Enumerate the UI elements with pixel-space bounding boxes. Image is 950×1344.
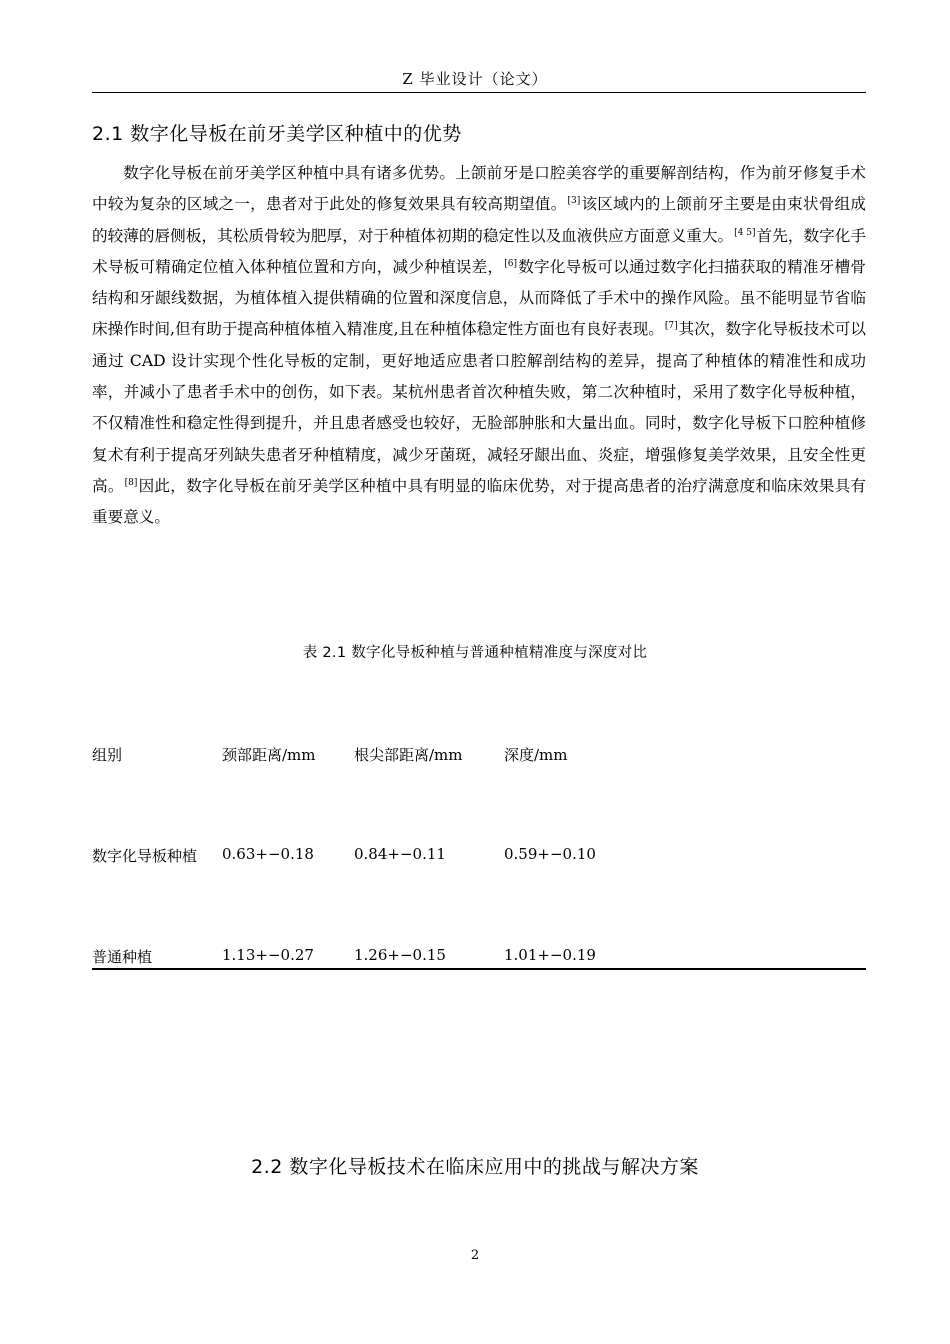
table-header-cell: 组别 [92,746,123,764]
citation-ref: [3] [567,196,581,207]
table-cell: 1.13+−0.27 [222,946,314,964]
citation-ref: [4 5] [734,227,756,238]
table-header-cell: 颈部距离/mm [222,746,316,764]
table-cell: 普通种植 [92,948,153,966]
table-cell: 0.59+−0.10 [504,845,596,863]
paragraph-text: 数字化导板可以通过数字化扫描获取的精准牙槽骨结构和牙龈线数据，为植体植入提供精确的位置和深度信息，从而降低了手术中的操作风险。虽不能明显节省临床操作时间,但有助于提高种植体植入精准度,且在种植体稳定性方面也有良好表现。 [92,257,866,339]
citation-ref: [6] [504,258,517,269]
header-divider [92,92,866,93]
page-number: 2 [470,1248,480,1263]
citation-ref: [8] [124,477,138,488]
paragraph-text: 其次，数字化导板技术可以通过 CAD 设计实现个性化导板的定制，更好地适应患者口腔解剖结构的差异，提高了种植体的精准性和成功率，并减小了患者手术中的创伤，如下表。某杭州患者首次种植失败，第二次种植时，采用了数字化导板种植，不仅精准性和稳定性得到提升，并且患者感受也较好，无脸部肿胀和大量出血。同时，数字化导板下口腔种植修复术有利于提高牙列缺失患者牙种植精度，减少牙菌斑，减轻牙龈出血、炎症，增强修复美学效果，且安全性更高。 [92,320,866,495]
table-header-cell: 深度/mm [504,746,568,764]
section-heading: 2.1 数字化导板在前牙美学区种植中的优势 [92,123,462,145]
body-paragraph [92,158,866,534]
table-cell: 1.26+−0.15 [354,946,446,964]
paragraph-text: 因此，数字化导板在前牙美学区种植中具有明显的临床优势，对于提高患者的治疗满意度和临床效果具有重要意义。 [92,476,866,527]
page-header-title: Z 毕业设计（论文） [402,70,548,88]
next-section-heading: 2.2 数字化导板技术在临床应用中的挑战与解决方案 [251,1156,699,1178]
paragraph-text: 该区域内的上颌前牙主要是由束状骨组成的较薄的唇侧板，其松质骨较为肥厚，对于种植体初期的稳定性以及血液供应方面意义重大。 [92,195,866,245]
paragraph-text: 数字化导板在前牙美学区种植中具有诸多优势。上颌前牙是口腔美容学的重要解剖结构，作为前牙修复手术中较为复杂的区域之一，患者对于此处的修复效果具有较高期望值。 [92,164,866,214]
citation-ref: [7] [664,321,678,332]
table-header-row [92,744,866,774]
table-row [92,946,866,976]
table-cell: 0.63+−0.18 [222,845,314,863]
table-header-cell: 根尖部距离/mm [354,746,463,764]
table-cell: 0.84+−0.11 [354,845,446,863]
table-caption: 表 2.1 数字化导板种植与普通种植精准度与深度对比 [302,645,648,661]
table-row [92,845,866,875]
table-cell: 1.01+−0.19 [504,946,596,964]
table-cell: 数字化导板种植 [92,847,198,865]
table-bottom-rule [92,968,866,970]
paragraph-text: 首先，数字化手术导板可精确定位植入体种植位置和方向，减少种植误差， [92,226,866,276]
